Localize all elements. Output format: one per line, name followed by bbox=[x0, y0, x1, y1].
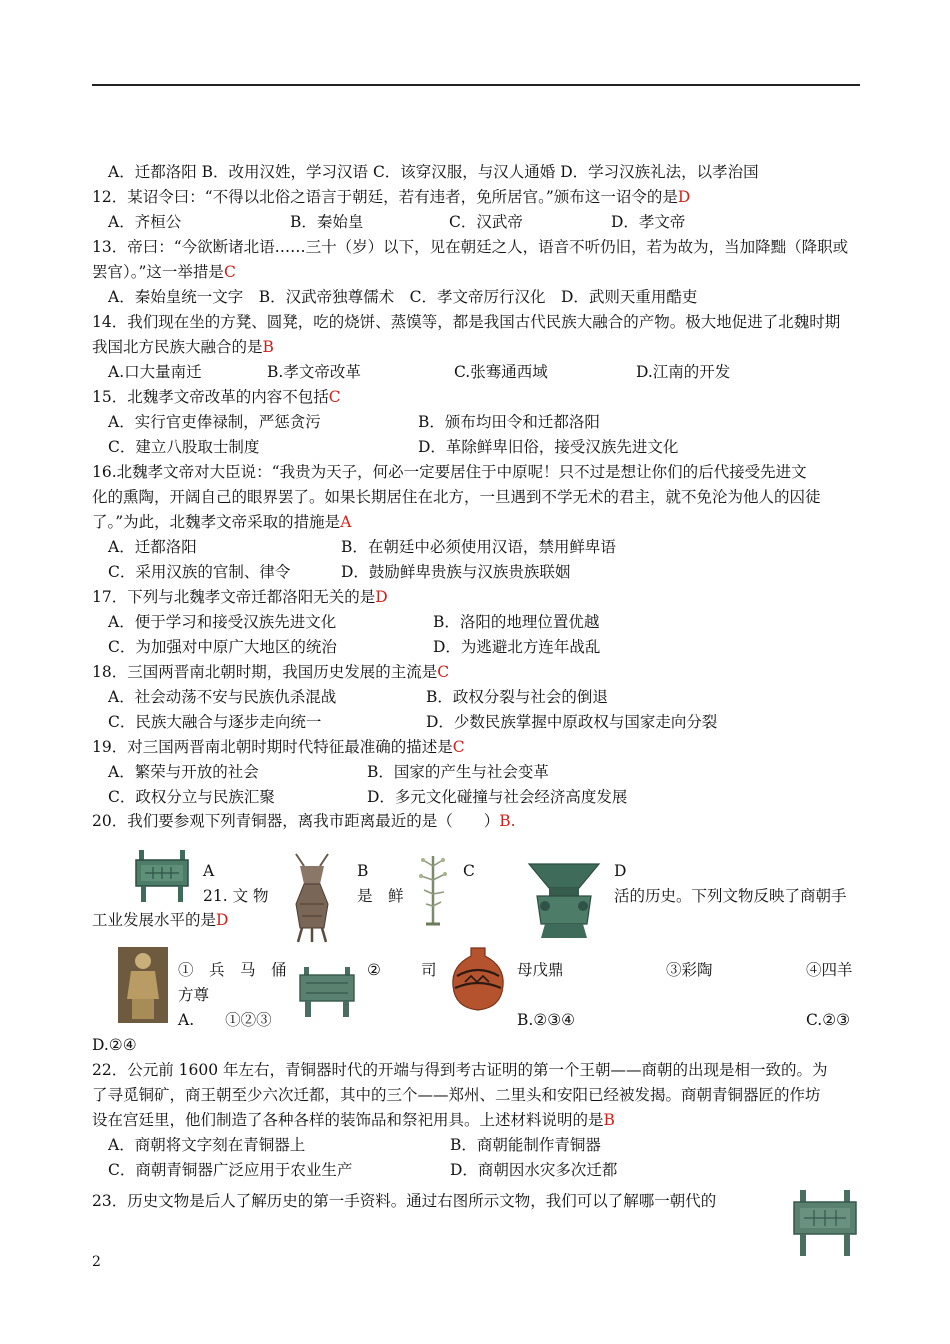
q15-option-d: D．革除鲜卑旧俗，接受汉族先进文化 bbox=[418, 438, 679, 456]
q22-option-d: D．商朝因水灾多次迁都 bbox=[450, 1161, 618, 1179]
q16-line1: 16.北魏孝文帝对大臣说：“我贵为天子，何必一定要居住于中原呢！只不过是想让你们的后代接受先进文 bbox=[92, 463, 807, 481]
q14-line1: 14．我们现在坐的方凳、圆凳，吃的烧饼、蒸馍等，都是我国古代民族大融合的产物。极大地促进了北魏时期 bbox=[92, 313, 841, 331]
q20-stem-text: 20．我们要参观下列青铜器，离我市距离最近的是（ ） bbox=[92, 812, 500, 830]
q19-option-a: A．繁荣与开放的社会 bbox=[108, 763, 259, 781]
q17-answer: D bbox=[375, 588, 388, 606]
q18-stem-text: 18．三国两晋南北朝时期，我国历史发展的主流是 bbox=[92, 663, 438, 681]
q14-line2-text: 我国北方民族大融合的是 bbox=[92, 338, 263, 356]
q21-option-4: ④四羊 bbox=[806, 961, 853, 979]
q14-option-b: B.孝文帝改革 bbox=[267, 363, 361, 381]
q20-answer: B. bbox=[499, 812, 516, 830]
bronze-ding-image-a bbox=[133, 846, 191, 904]
q16-option-a: A．迁都洛阳 bbox=[108, 538, 197, 556]
q15-stem bbox=[92, 387, 341, 407]
q21-part2: 是 鲜 bbox=[357, 887, 404, 905]
q13-answer: C bbox=[223, 263, 236, 281]
q12-option-b: B．秦始皇 bbox=[290, 213, 364, 231]
q22-line1: 22．公元前 1600 年左右，青铜器时代的开端与得到考古证明的第一个王朝——商朝的出现是相一致的。为 bbox=[92, 1061, 828, 1079]
q15-option-a: A．实行官吏俸禄制，严惩贪污 bbox=[108, 413, 321, 431]
q15-option-b: B．颁布均田令和迁都洛阳 bbox=[418, 413, 600, 431]
q16-line3-text: 了。”为此，北魏孝文帝采取的措施是 bbox=[92, 513, 341, 531]
q17-stem bbox=[92, 587, 388, 607]
q23-stem: 23．历史文物是后人了解历史的第一手资料。通过右图所示文物，我们可以了解哪一朝代的 bbox=[92, 1192, 717, 1210]
q14-answer: B bbox=[262, 338, 274, 356]
q20-label-d: D bbox=[614, 862, 627, 880]
q18-stem bbox=[92, 662, 449, 682]
q22-option-a: A．商朝将文字刻在青铜器上 bbox=[108, 1136, 306, 1154]
q19-stem-text: 19．对三国两晋南北朝时期时代特征最准确的描述是 bbox=[92, 738, 453, 756]
q19-option-c: C．政权分立与民族汇聚 bbox=[108, 788, 275, 806]
q11-options: A．迁都洛阳 B．改用汉姓，学习汉语 C．该穿汉服，与汉人通婚 D．学习汉族礼法，以孝治国 bbox=[108, 163, 759, 181]
q17-stem-text: 17．下列与北魏孝文帝迁都洛阳无关的是 bbox=[92, 588, 376, 606]
q18-option-d: D．少数民族掌握中原政权与国家走向分裂 bbox=[426, 713, 718, 731]
q13-line2-text: 罢官）。”这一举措是 bbox=[92, 263, 224, 281]
bronze-zun-image-d bbox=[523, 860, 605, 942]
q21-choice-b: B.②③④ bbox=[517, 1011, 576, 1029]
q15-stem-text: 15．北魏孝文帝改革的内容不包括 bbox=[92, 388, 329, 406]
q19-option-b: B．国家的产生与社会变革 bbox=[367, 763, 549, 781]
bronze-tree-image-c bbox=[418, 852, 448, 926]
simuwu-ding-image bbox=[296, 965, 358, 1019]
q21-choice-d: D.②④ bbox=[92, 1036, 137, 1054]
header-rule bbox=[92, 84, 860, 86]
q21-line2-text: 工业发展水平的是 bbox=[92, 911, 217, 929]
q12-option-d: D．孝文帝 bbox=[611, 213, 686, 231]
q14-line2 bbox=[92, 337, 274, 357]
q17-option-b: B．洛阳的地理位置优越 bbox=[433, 613, 600, 631]
q21-option-2-b: 司 bbox=[421, 961, 437, 979]
q19-option-d: D．多元文化碰撞与社会经济高度发展 bbox=[367, 788, 628, 806]
q20-label-b: B bbox=[357, 862, 369, 880]
q17-option-c: C．为加强对中原广大地区的统治 bbox=[108, 638, 337, 656]
q16-option-c: C．采用汉族的官制、律令 bbox=[108, 563, 291, 581]
q17-option-a: A．便于学习和接受汉族先进文化 bbox=[108, 613, 337, 631]
q21-option-3: ③彩陶 bbox=[666, 961, 713, 979]
page-number: 2 bbox=[92, 1254, 101, 1270]
q12-stem-text: 12．某诏令曰：“不得以北俗之语言于朝廷，若有违者，免所居官。”颁布这一诏令的是 bbox=[92, 188, 678, 206]
q20-stem bbox=[92, 811, 516, 831]
q20-label-c: C bbox=[463, 862, 475, 880]
q21-option-4-b: 方尊 bbox=[178, 986, 210, 1004]
q21-line2 bbox=[92, 910, 228, 930]
q16-line3 bbox=[92, 512, 351, 532]
q13-options: A．秦始皇统一文字 B．汉武帝独尊儒术 C．孝文帝厉行汉化 D．武则天重用酷吏 bbox=[108, 288, 698, 306]
q13-line1: 13．帝曰：“今欲断诸北语……三十（岁）以下，见在朝廷之人，语音不听仍旧，若为故为，当加降黜（降职或 bbox=[92, 238, 849, 256]
q21-part3: 活的历史。下列文物反映了商朝手 bbox=[614, 887, 847, 905]
q19-answer: C bbox=[452, 738, 465, 756]
q16-answer: A bbox=[340, 513, 352, 531]
q12-stem bbox=[92, 187, 690, 207]
q12-answer: D bbox=[677, 188, 691, 206]
q22-option-b: B．商朝能制作青铜器 bbox=[450, 1136, 601, 1154]
q22-answer: B bbox=[603, 1111, 615, 1129]
q21-option-1: ① 兵 马 俑 bbox=[178, 961, 287, 979]
q22-line3-text: 设在宫廷里，他们制造了各种各样的装饰品和祭祀用具。上述材料说明的是 bbox=[92, 1111, 604, 1129]
q18-option-a: A．社会动荡不安与民族仇杀混战 bbox=[108, 688, 337, 706]
bronze-ding-image-q23 bbox=[790, 1188, 860, 1258]
q15-answer: C bbox=[328, 388, 341, 406]
q19-stem bbox=[92, 737, 465, 757]
terracotta-warrior-image bbox=[118, 947, 168, 1023]
q18-answer: C bbox=[437, 663, 450, 681]
q17-option-d: D．为逃避北方连年战乱 bbox=[433, 638, 601, 656]
q16-line2: 化的熏陶，开阔自己的眼界罢了。如果长期居住在北方，一旦遇到不学无术的君主，就不免沦为他人的囚徒 bbox=[92, 488, 821, 506]
q16-option-d: D．鼓励鲜卑贵族与汉族贵族联姻 bbox=[341, 563, 571, 581]
q21-option-2: ② bbox=[367, 961, 381, 979]
q22-option-c: C．商朝青铜器广泛应用于农业生产 bbox=[108, 1161, 353, 1179]
q12-option-a: A．齐桓公 bbox=[108, 213, 182, 231]
q16-option-b: B．在朝廷中必须使用汉语，禁用鲜卑语 bbox=[341, 538, 616, 556]
bronze-vessel-image-b bbox=[290, 852, 334, 944]
q21-answer: D bbox=[216, 911, 229, 929]
q21-choice-a: A. ①②③ bbox=[178, 1011, 272, 1029]
q12-option-c: C．汉武帝 bbox=[449, 213, 523, 231]
q22-line2: 了寻觅铜矿，商王朝至少六次迁都，其中的三个——郑州、二里头和安阳已经被发揭。商朝青铜器匠的作坊 bbox=[92, 1086, 821, 1104]
q21-option-2-c: 母戊鼎 bbox=[517, 961, 564, 979]
q14-option-d: D.江南的开发 bbox=[636, 363, 731, 381]
q21-part1: 21. 文 物 bbox=[203, 887, 269, 905]
q22-line3 bbox=[92, 1110, 615, 1130]
q15-option-c: C．建立八股取士制度 bbox=[108, 438, 260, 456]
painted-pottery-image bbox=[449, 946, 507, 1012]
q14-option-c: C.张骞通西域 bbox=[454, 363, 548, 381]
q14-option-a: A.口大量南迁 bbox=[108, 363, 202, 381]
q18-option-c: C．民族大融合与逐步走向统一 bbox=[108, 713, 322, 731]
q21-choice-c: C.②③ bbox=[806, 1011, 851, 1029]
q13-line2 bbox=[92, 262, 236, 282]
q18-option-b: B．政权分裂与社会的倒退 bbox=[426, 688, 608, 706]
q20-label-a: A bbox=[203, 862, 215, 880]
